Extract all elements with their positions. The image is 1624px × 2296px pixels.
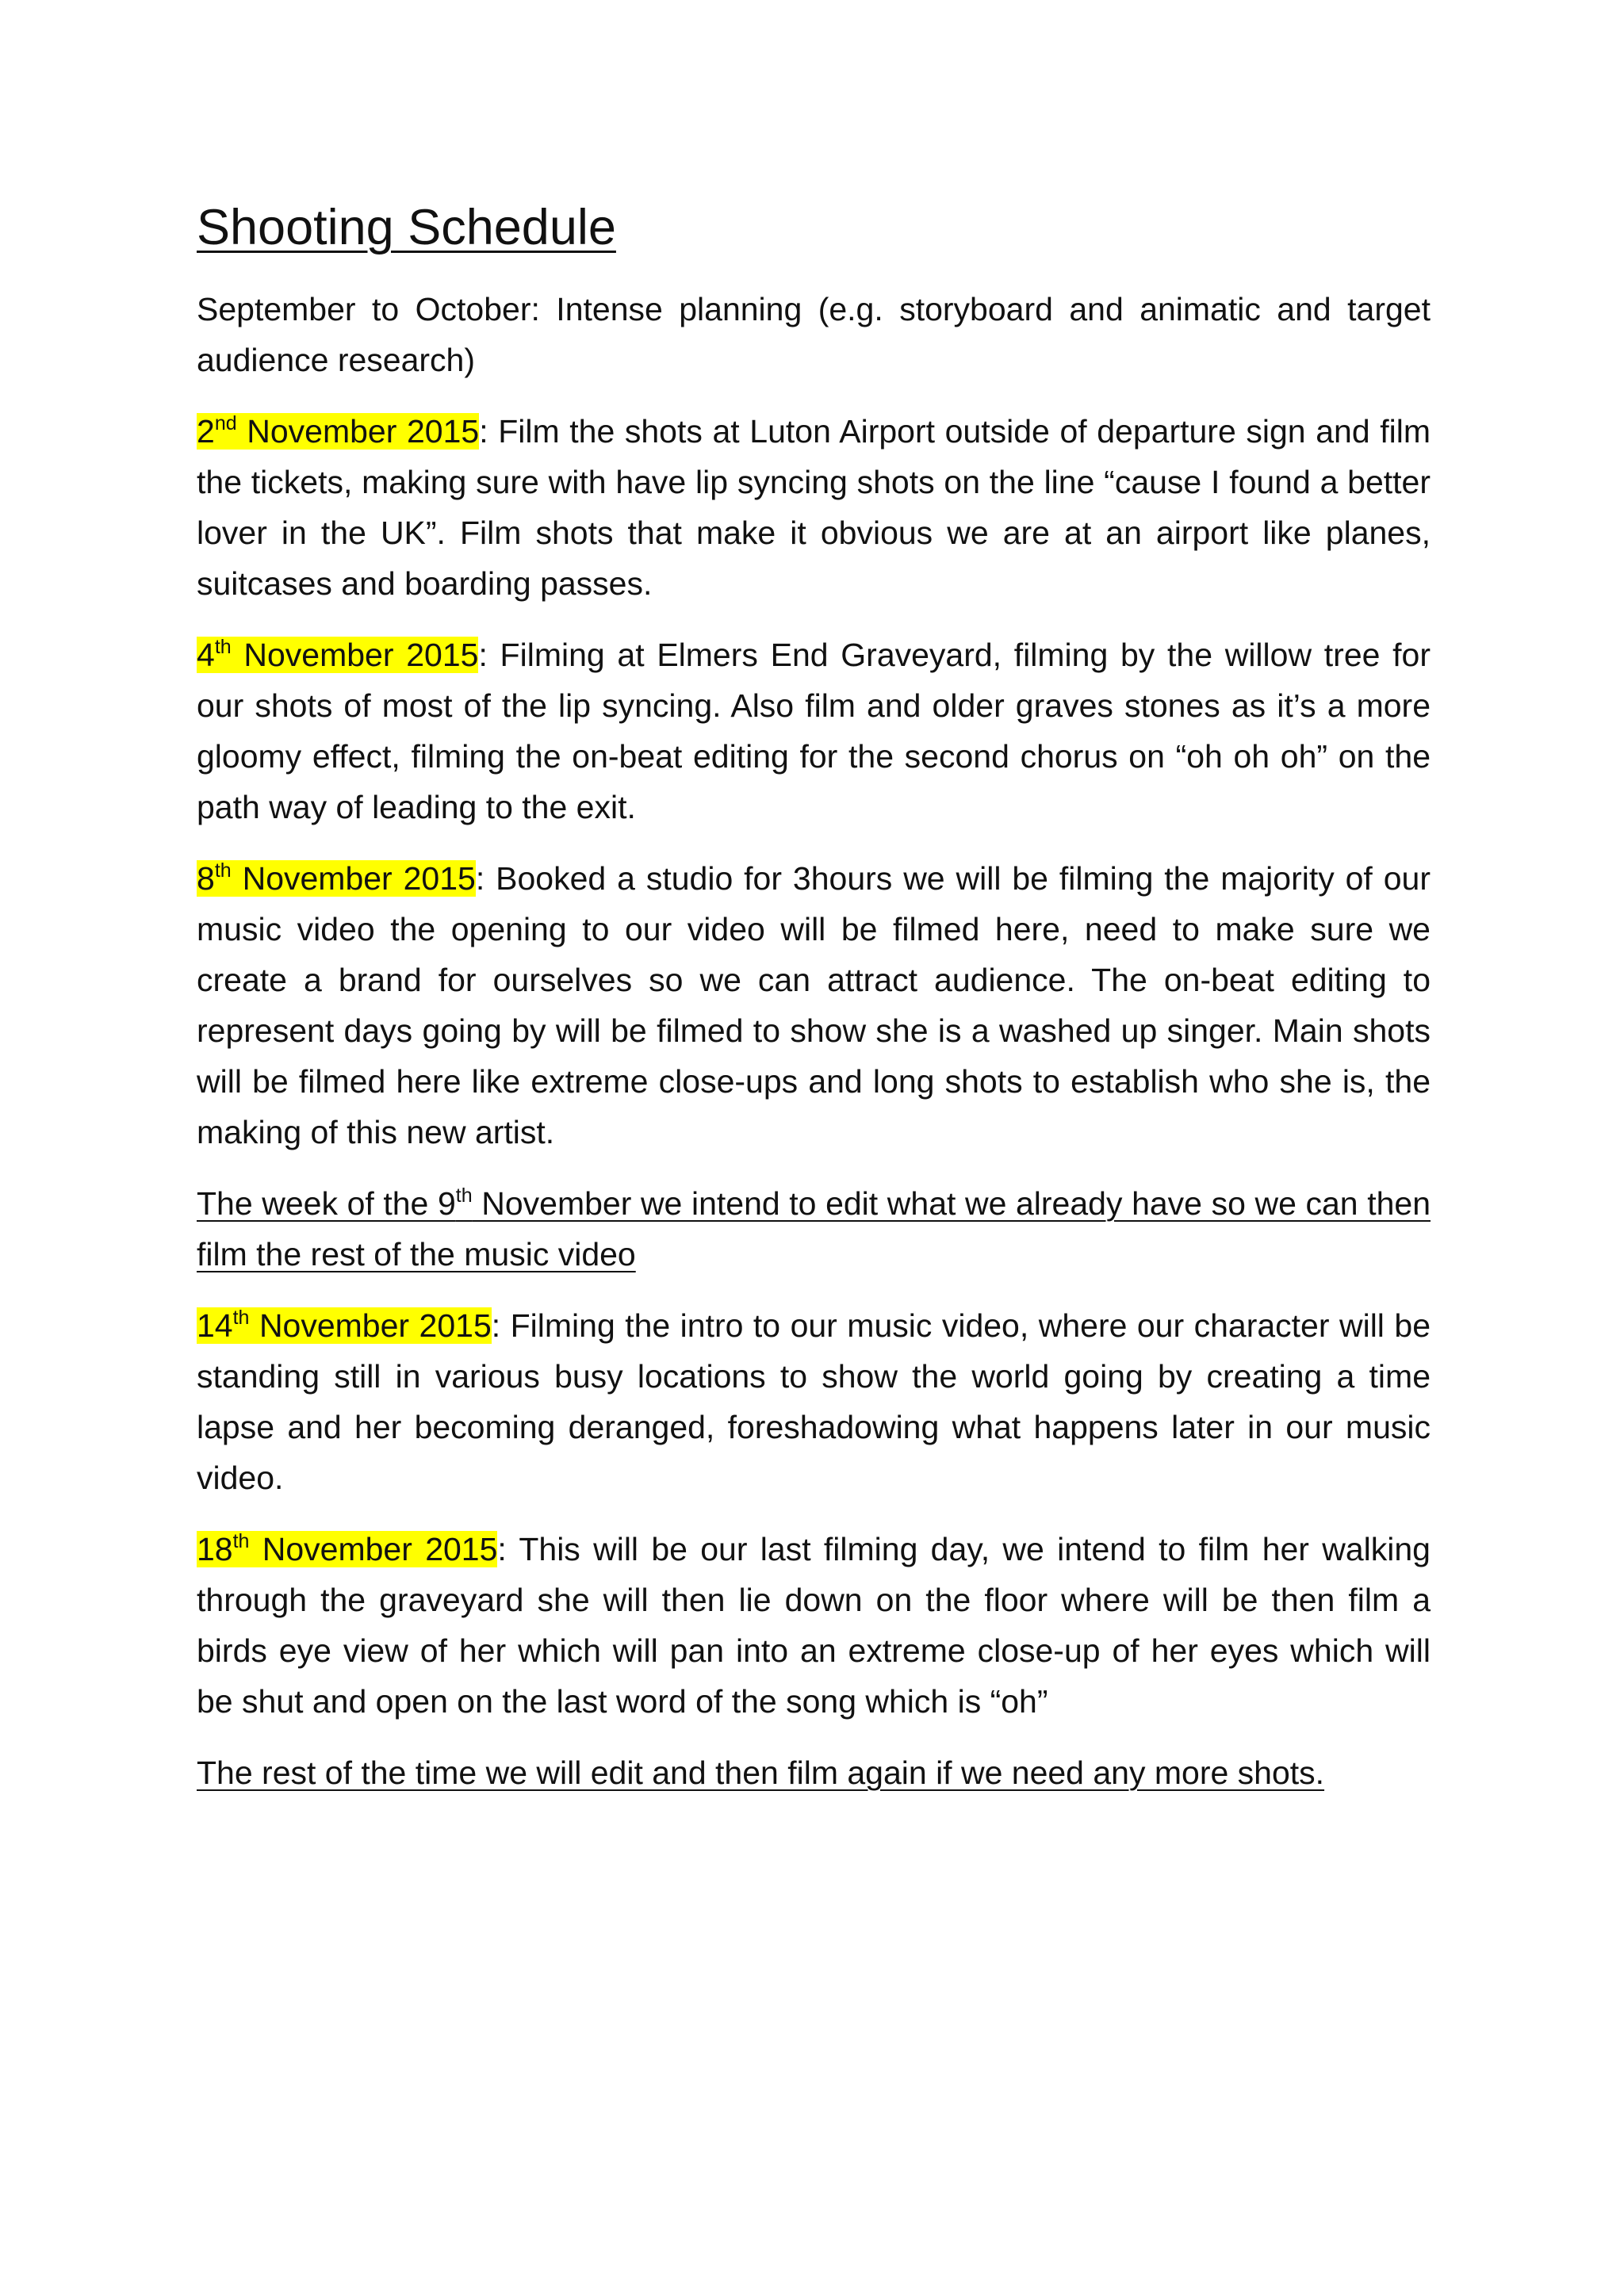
page-title: Shooting Schedule xyxy=(197,200,616,255)
date-day: 2 xyxy=(197,412,215,450)
schedule-entry-14th-november xyxy=(197,1300,1431,1503)
date-month-year: November 2015 xyxy=(249,1530,498,1567)
schedule-entry-2nd-november xyxy=(197,406,1431,609)
date-month-year: November 2015 xyxy=(249,1307,492,1344)
date-day: 18 xyxy=(197,1530,233,1567)
entry-text: : This will be our last filming day, we intend to film her walking through the graveyard she will then lie down on the floor where will be then film a birds eye view of her which will pan into an extreme close-up of her eyes which will be shut and open on the last word of the song which is “oh” xyxy=(197,1530,1431,1720)
date-highlight xyxy=(197,413,479,450)
date-day: 14 xyxy=(197,1307,233,1344)
document-page xyxy=(197,198,1431,1819)
schedule-entry-4th-november xyxy=(197,629,1431,832)
date-suffix: th xyxy=(214,635,232,658)
week-note-suffix: th xyxy=(455,1184,473,1207)
date-suffix: th xyxy=(232,1306,250,1329)
date-day: 8 xyxy=(197,859,215,897)
date-month-year: November 2015 xyxy=(231,859,476,897)
entry-text: : Booked a studio for 3hours we will be filming the majority of our music video the opening to our video will be filmed here, need to make sure we create a brand for ourselves so we can attract audience. The on-beat editing to represent days going by will be filmed to show she is a washed up singer. Main shots will be filmed here like extreme close-ups and long shots to establish who she is, the making of this new artist. xyxy=(197,859,1431,1150)
entry-text: : Filming the intro to our music video, where our character will be standing still in various busy locations to show the world going by creating a time lapse and her becoming deranged, foreshadowing what happens later in our music video. xyxy=(197,1307,1431,1496)
date-highlight xyxy=(197,1531,497,1567)
date-suffix: nd xyxy=(214,411,237,434)
date-highlight xyxy=(197,860,476,897)
week-note xyxy=(197,1178,1431,1280)
date-month-year: November 2015 xyxy=(231,636,479,673)
intro-paragraph: September to October: Intense planning (e.g. storyboard and animatic and target audience research) xyxy=(197,290,1431,378)
date-highlight xyxy=(197,1307,492,1344)
schedule-entry-18th-november xyxy=(197,1524,1431,1727)
date-highlight xyxy=(197,637,478,673)
date-day: 4 xyxy=(197,636,215,673)
date-suffix: th xyxy=(214,859,232,882)
closing-note: The rest of the time we will edit and then film again if we need any more shots. xyxy=(197,1754,1325,1791)
schedule-entry-8th-november xyxy=(197,853,1431,1158)
date-month-year: November 2015 xyxy=(236,412,480,450)
week-note-before: The week of the 9 xyxy=(197,1184,456,1222)
week-note-after: November we intend to edit what we already have so we can then film the rest of the music video xyxy=(197,1184,1431,1272)
date-suffix: th xyxy=(232,1529,250,1552)
entry-text: : Film the shots at Luton Airport outside of departure sign and film the tickets, making sure with have lip syncing shots on the line “cause I found a better lover in the UK”. Film shots that make it obvious we are at an airport like planes, suitcases and boarding passes. xyxy=(197,412,1431,602)
entry-text: : Filming at Elmers End Graveyard, filming by the willow tree for our shots of most of the lip syncing. Also film and older graves stones as it’s a more gloomy effect, filming the on-beat editing for the second chorus on “oh oh oh” on the path way of leading to the exit. xyxy=(197,636,1431,825)
